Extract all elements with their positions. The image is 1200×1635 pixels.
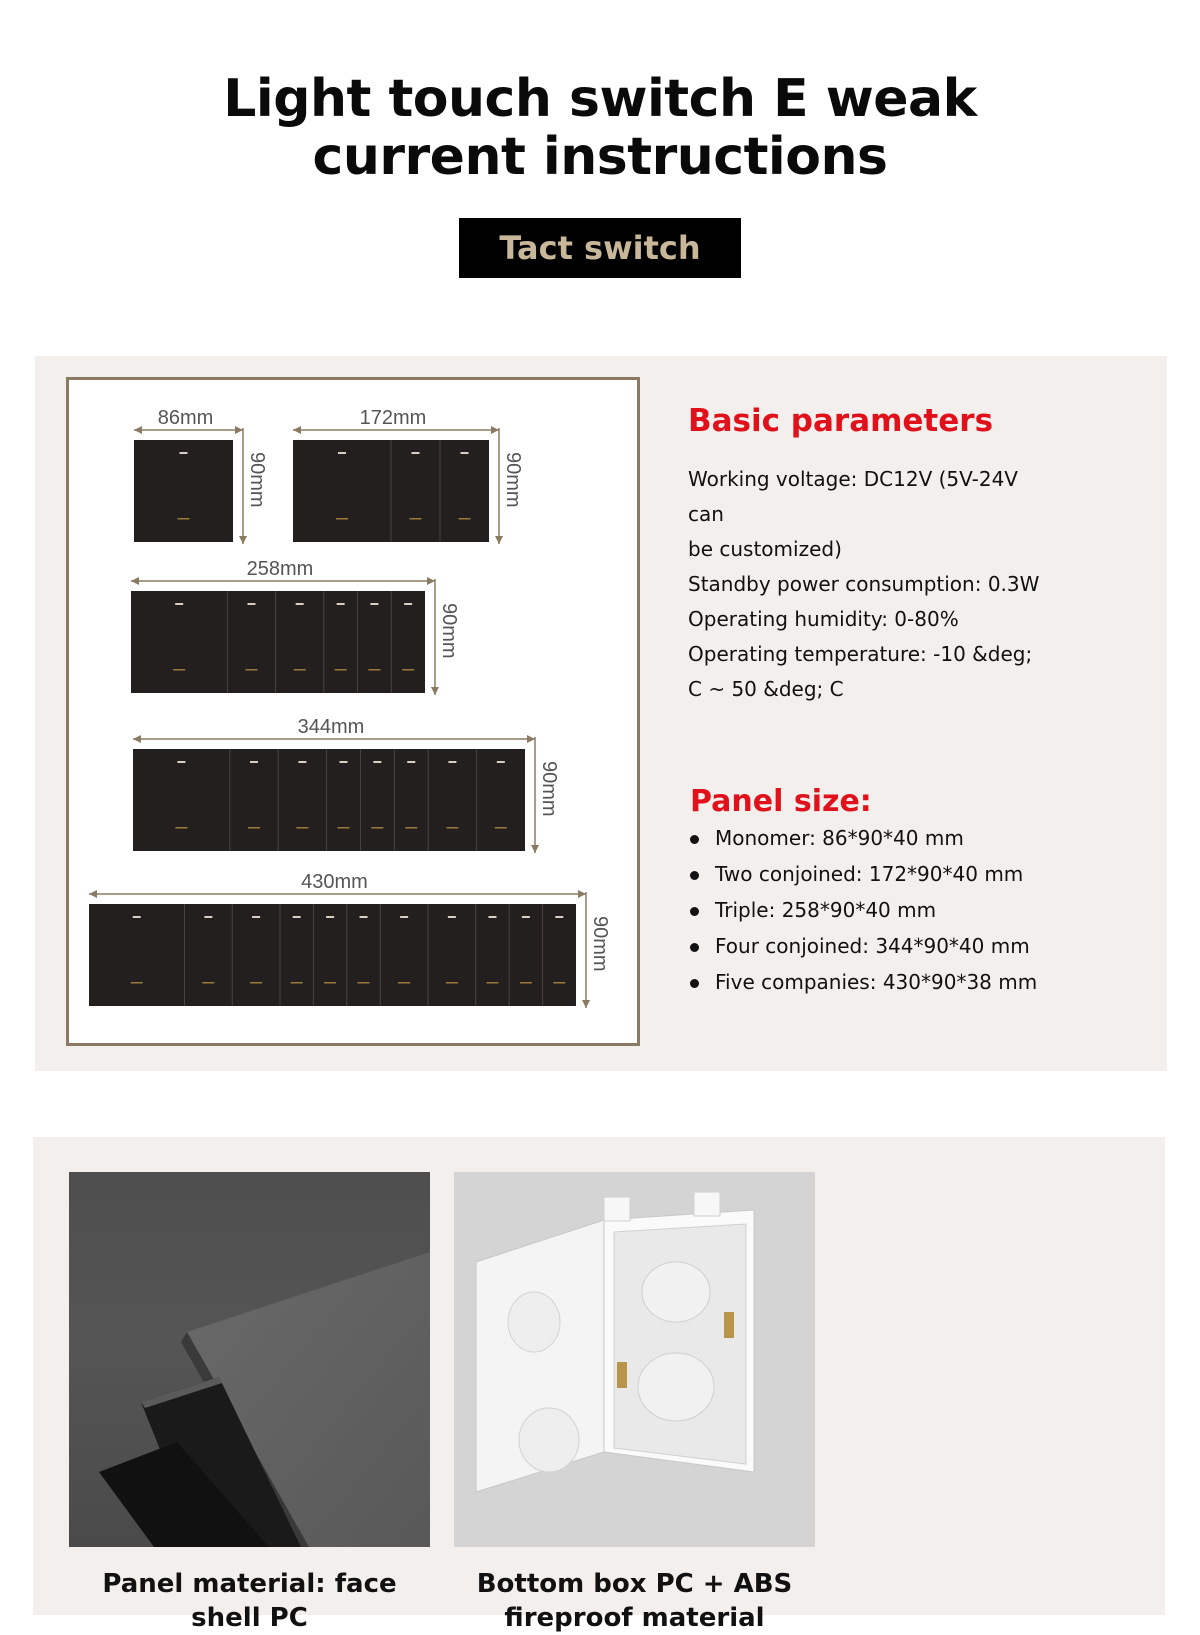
bottom-box-photo <box>454 1172 815 1547</box>
arrow-head <box>431 687 439 695</box>
indicator-dots <box>360 916 368 918</box>
panel-label-mark <box>178 518 190 520</box>
arrow-head <box>134 426 142 434</box>
panel-label-mark <box>336 518 348 520</box>
indicator-dots <box>412 452 420 454</box>
page-title-line-2: current instructions <box>312 127 888 187</box>
panel-label-mark <box>245 669 257 671</box>
indicator-dots <box>177 761 185 763</box>
param-line: Working voltage: DC12V (5V-24V can <box>688 467 1018 526</box>
indicator-dots <box>252 916 260 918</box>
mount-tab <box>604 1197 630 1221</box>
arrow-head <box>235 426 243 434</box>
panel-sheet-illustration <box>69 1172 430 1547</box>
height-label: 90mm <box>589 916 611 972</box>
indicator-dots <box>555 916 563 918</box>
panel-label-mark <box>131 982 143 984</box>
panel-label-mark <box>553 982 565 984</box>
height-label: 90mm <box>246 452 268 508</box>
panel-label-mark <box>520 982 532 984</box>
page-title-line-1: Light touch switch E weak <box>223 69 977 129</box>
width-label: 258mm <box>246 558 314 580</box>
box-interior <box>614 1224 746 1464</box>
arrow-head <box>582 1000 590 1008</box>
indicator-dots <box>407 761 415 763</box>
arrow-head <box>293 426 301 434</box>
indicator-dots <box>404 603 412 605</box>
knockout-hole <box>642 1262 710 1322</box>
width-label: 172mm <box>359 407 427 429</box>
indicator-dots <box>338 452 346 454</box>
panel-label-mark <box>371 827 383 829</box>
list-item: Five companies: 430*90*38 mm <box>688 964 1037 1000</box>
panel-material-photo <box>69 1172 430 1547</box>
panel-label-mark <box>296 827 308 829</box>
height-label: 90mm <box>502 452 524 508</box>
panel-label-mark <box>398 982 410 984</box>
arrow-head <box>491 426 499 434</box>
bottom-box-illustration <box>454 1172 815 1547</box>
arrow-head <box>133 735 141 743</box>
width-label: 86mm <box>157 407 214 429</box>
panel-label-mark <box>405 827 417 829</box>
panel-label-mark <box>173 669 185 671</box>
list-item: Monomer: 86*90*40 mm <box>688 820 1037 856</box>
indicator-dots <box>461 452 469 454</box>
panel-label-mark <box>446 982 458 984</box>
page-title <box>0 70 1200 186</box>
basic-parameters-list <box>688 462 1058 707</box>
knockout-hole <box>519 1408 579 1472</box>
indicator-dots <box>370 603 378 605</box>
screw-insert <box>724 1312 734 1338</box>
list-item: Two conjoined: 172*90*40 mm <box>688 856 1037 892</box>
switch-panel <box>89 904 576 1006</box>
indicator-dots <box>175 603 183 605</box>
indicator-dots <box>340 761 348 763</box>
arrow-head <box>527 735 535 743</box>
indicator-dots <box>247 603 255 605</box>
arrow-head <box>427 577 435 585</box>
param-line: Standby power consumption: 0.3W <box>688 572 1040 596</box>
width-label: 430mm <box>301 871 368 893</box>
indicator-dots <box>298 761 306 763</box>
arrow-head <box>239 536 247 544</box>
indicator-dots <box>337 603 345 605</box>
dimension-diagram <box>66 377 640 1046</box>
arrow-head <box>131 577 139 585</box>
panel-label-mark <box>358 982 370 984</box>
indicator-dots <box>133 916 141 918</box>
arrow-head <box>578 890 586 898</box>
panel-label-mark <box>338 827 350 829</box>
indicator-dots <box>373 761 381 763</box>
indicator-dots <box>296 603 304 605</box>
indicator-dots <box>180 452 188 454</box>
panel-size-list <box>688 820 1037 1000</box>
param-line: C ~ 50 &deg; C <box>688 677 844 701</box>
param-line: Operating temperature: -10 &deg; <box>688 642 1033 666</box>
arrow-head <box>531 845 539 853</box>
panel-label-mark <box>402 669 414 671</box>
param-line: Operating humidity: 0-80% <box>688 607 959 631</box>
panel-label-mark <box>335 669 347 671</box>
list-item: Triple: 258*90*40 mm <box>688 892 1037 928</box>
panel-label-mark <box>446 827 458 829</box>
indicator-dots <box>497 761 505 763</box>
panel-material-caption: Panel material: face shell PC <box>102 1569 397 1633</box>
indicator-dots <box>293 916 301 918</box>
bottom-box-caption: Bottom box PC + ABS fireproof material <box>476 1569 793 1633</box>
panel-label-mark <box>294 669 306 671</box>
knockout-hole <box>508 1292 560 1352</box>
panel-size-heading: Panel size: <box>690 784 872 819</box>
panel-label-mark <box>250 982 262 984</box>
indicator-dots <box>522 916 530 918</box>
width-label: 344mm <box>297 716 365 738</box>
indicator-dots <box>204 916 212 918</box>
dimension-diagram-svg <box>69 380 637 1043</box>
panel-label-mark <box>324 982 336 984</box>
knockout-hole <box>638 1353 714 1421</box>
arrow-head <box>89 890 97 898</box>
panel-label-mark <box>202 982 214 984</box>
panel-label-mark <box>248 827 260 829</box>
mount-tab <box>694 1192 720 1216</box>
panel-label-mark <box>291 982 303 984</box>
switch-panel <box>133 749 525 851</box>
indicator-dots <box>448 916 456 918</box>
indicator-dots <box>448 761 456 763</box>
panel-label-mark <box>495 827 507 829</box>
height-label: 90mm <box>538 761 560 817</box>
panel-label-mark <box>459 518 471 520</box>
section-badge: Tact switch <box>459 218 741 278</box>
panel-label-mark <box>175 827 187 829</box>
height-label: 90mm <box>438 603 460 659</box>
switch-panel <box>134 440 233 542</box>
indicator-dots <box>326 916 334 918</box>
list-item: Four conjoined: 344*90*40 mm <box>688 928 1037 964</box>
panel-label-mark <box>486 982 498 984</box>
panel-label-mark <box>410 518 422 520</box>
arrow-head <box>495 536 503 544</box>
indicator-dots <box>400 916 408 918</box>
screw-insert <box>617 1362 627 1388</box>
indicator-dots <box>488 916 496 918</box>
indicator-dots <box>250 761 258 763</box>
param-line: be customized) <box>688 537 842 561</box>
basic-parameters-heading: Basic parameters <box>688 403 994 439</box>
switch-panel <box>131 591 425 693</box>
panel-label-mark <box>368 669 380 671</box>
